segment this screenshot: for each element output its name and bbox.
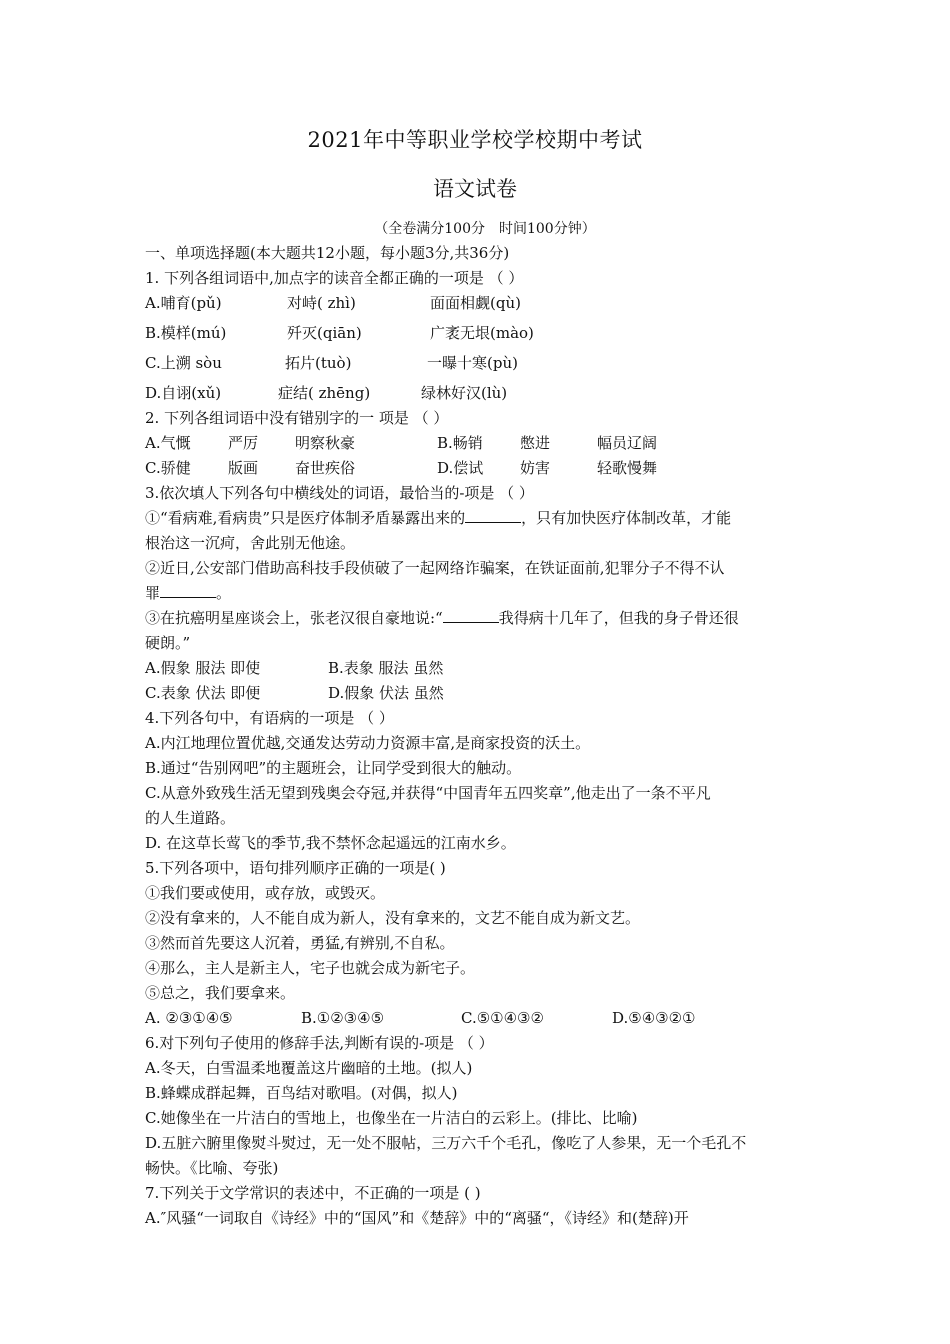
q1-option-a-3: 面面相觑(qù): [430, 294, 521, 312]
q6-option-a: A.冬天，白雪温柔地覆盖这片幽暗的土地。(拟人): [145, 1059, 473, 1077]
answer-blank[interactable]: [465, 507, 521, 523]
q1-option-c-2: 拓片(tuò): [285, 354, 352, 372]
q3-sentence-1-part-a: ①“看病难,看病贵”只是医疗体制矛盾暴露出来的: [145, 509, 466, 527]
section-heading: 一、单项选择题(本大题共12小题，每小题3分,共36分): [145, 244, 510, 262]
q3-sentence-1-cont: 根治这一沉疴，舍此别无他途。: [145, 534, 356, 552]
q3-sentence-2-part-c: 。: [216, 584, 232, 602]
q5-stem: 5.下列各项中，语句排列顺序正确的一项是( ): [145, 859, 446, 877]
q5-option-c: C.⑤①④③②: [461, 1009, 544, 1027]
q3-sentence-3: [145, 606, 825, 630]
exam-info: （全卷满分100分 时间100分钟）: [374, 221, 596, 237]
q4-option-d: D. 在这草长莺飞的季节,我不禁怀念起遥远的江南水乡。: [145, 834, 516, 852]
q5-option-d: D.⑤④③②①: [612, 1009, 696, 1027]
q3-option-c: C.表象 伏法 即便: [145, 684, 261, 702]
q1-option-d-3: 绿林好汉(lù): [421, 384, 508, 402]
q3-sentence-1: [145, 506, 825, 530]
q2-stem: 2. 下列各组词语中没有错别字的一 项是 （ ）: [145, 409, 449, 427]
q5-sentence-4: ④那么，主人是新主人，宅子也就会成为新宅子。: [145, 959, 476, 977]
q1-option-b-1: B.模样(mú): [145, 324, 227, 342]
q3-sentence-3-part-b: 我得病十几年了，但我的身子骨还很: [498, 609, 739, 627]
q1-stem: 1. 下列各组词语中,加点字的读音全都正确的一项是 （ ）: [145, 269, 524, 287]
q4-option-a: A.内江地理位置优越,交通发达劳动力资源丰富,是商家投资的沃土。: [145, 734, 591, 752]
q2-option-b-3: 幅员辽阔: [597, 434, 658, 452]
q2-option-c-2: 版画: [228, 459, 259, 477]
q1-option-b-3: 广袤无垠(mào): [430, 324, 534, 342]
q6-option-b: B.蜂蝶成群起舞，百鸟结对歌唱。(对偶，拟人): [145, 1084, 458, 1102]
q4-stem: 4.下列各句中，有语病的一项是 （ ）: [145, 709, 394, 727]
exam-title: 2021年中等职业学校学校期中考试: [307, 128, 643, 152]
q3-sentence-2-part-b: 罪: [145, 584, 161, 602]
q3-sentence-3-cont: 硬朗。”: [145, 634, 191, 652]
q2-option-a-3: 明察秋豪: [295, 434, 356, 452]
q1-option-a-1: A.哺育(pǔ): [145, 294, 222, 312]
q1-option-b-2: 歼灭(qiān): [287, 324, 362, 342]
q5-option-a: A. ②③①④⑤: [145, 1009, 233, 1027]
q1-option-c-1: C.上溯 sòu: [145, 354, 222, 372]
q6-stem: 6.对下列句子使用的修辞手法,判断有误的-项是 （ ）: [145, 1034, 494, 1052]
q2-option-d-3: 轻歌慢舞: [597, 459, 658, 477]
q1-option-d-1: D.自诩(xǔ): [145, 384, 222, 402]
q4-option-b: B.通过“告别网吧”的主题班会，让同学受到很大的触动。: [145, 759, 522, 777]
q5-sentence-5: ⑤总之，我们要拿来。: [145, 984, 296, 1002]
q1-option-c-3: 一曝十寒(pù): [427, 354, 518, 372]
q6-option-d: D.五脏六腑里像熨斗熨过，无一处不服帖，三万六千个毛孔，像吃了人参果，无一个毛孔不: [145, 1134, 747, 1152]
q5-sentence-3: ③然而首先要这人沉着，勇猛,有辨别,不自私。: [145, 934, 455, 952]
q1-option-a-2: 对峙( zhì): [287, 294, 356, 312]
q3-sentence-1-part-b: ，只有加快医疗体制改革，才能: [521, 509, 732, 527]
q3-option-b: B.表象 服法 虽然: [328, 659, 444, 677]
q7-stem: 7.下列关于文学常识的表述中，不正确的一项是 ( ): [145, 1184, 481, 1202]
answer-blank[interactable]: [443, 607, 499, 623]
q5-option-b: B.①②③④⑤: [301, 1009, 385, 1027]
q3-sentence-3-part-a: ③在抗癌明星座谈会上，张老汉很自豪地说:“: [145, 609, 443, 627]
exam-subtitle: 语文试卷: [433, 177, 517, 201]
q2-option-a-1: A.气慨: [145, 434, 191, 452]
q6-option-d-cont: 畅快。《比喻、夸张): [145, 1159, 279, 1177]
q3-sentence-2: ②近日,公安部门借助高科技手段侦破了一起网络诈骗案，在铁证面前,犯罪分子不得不认: [145, 559, 725, 577]
q2-option-b-2: 憋进: [520, 434, 551, 452]
q5-sentence-1: ①我们要或使用，或存放，或毁灭。: [145, 884, 386, 902]
q2-option-b-1: B.畅销: [437, 434, 483, 452]
q2-option-d-2: 妨害: [520, 459, 551, 477]
q3-option-d: D.假象 伏法 虽然: [328, 684, 444, 702]
q2-option-d-1: D.偿试: [437, 459, 484, 477]
q2-option-c-3: 奋世疾俗: [295, 459, 356, 477]
q2-option-a-2: 严厉: [228, 434, 259, 452]
q4-option-c: C.从意外致残生活无望到残奥会夺冠,并获得“中国青年五四奖章”,他走出了一条不平凡: [145, 784, 711, 802]
q7-option-a: A.″风骚“一词取自《诗经》中的“国风”和《楚辞》中的“离骚“，《诗经》和(楚辞)开: [145, 1209, 689, 1227]
q3-sentence-2-cont: [145, 581, 825, 605]
answer-blank[interactable]: [160, 582, 216, 598]
q1-option-d-2: 症结( zhēng): [278, 384, 371, 402]
q3-option-a: A.假象 服法 即使: [145, 659, 261, 677]
q6-option-c: C.她像坐在一片洁白的雪地上，也像坐在一片洁白的云彩上。(排比、比喻): [145, 1109, 638, 1127]
q2-option-c-1: C.骄健: [145, 459, 191, 477]
q4-option-c-cont: 的人生道路。: [145, 809, 236, 827]
q3-stem: 3.依次填人下列各句中横线处的词语，最恰当的-项是 （ ）: [145, 484, 534, 502]
q5-sentence-2: ②没有拿来的，人不能自成为新人，没有拿来的，文艺不能自成为新文艺。: [145, 909, 641, 927]
